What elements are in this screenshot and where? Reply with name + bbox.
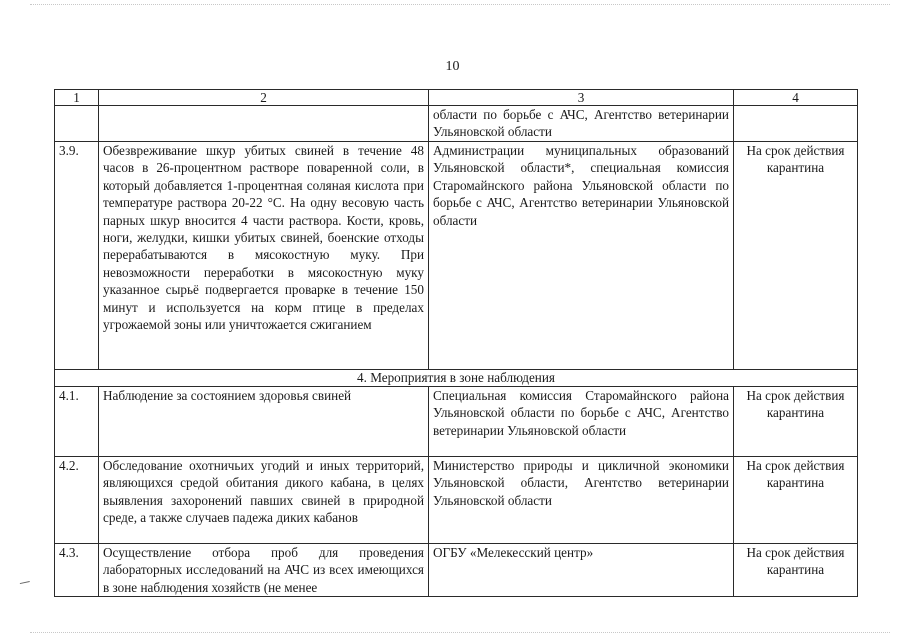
row-responsible: Министерство природы и цикличной экономики Ульяновской области, Агентство ветеринарии Ульяновской области <box>429 457 734 544</box>
table-row <box>55 142 858 370</box>
column-header-4: 4 <box>734 90 858 106</box>
table-header-row <box>55 90 858 106</box>
measures-table <box>54 89 858 597</box>
row-responsible: области по борьбе с АЧС, Агентство ветеринарии Ульяновской области <box>429 106 734 142</box>
column-header-2: 2 <box>99 90 429 106</box>
row-number: 4.3. <box>55 544 99 597</box>
row-term: На срок действия карантина <box>734 387 858 457</box>
section-heading: 4. Мероприятия в зоне наблюдения <box>55 370 858 387</box>
row-measure: Обследование охотничьих угодий и иных территорий, являющихся средой обитания дикого кабана, в целях выявления захоронений павших свиней в природной среде, а также случаев падежа диких кабанов <box>99 457 429 544</box>
scan-mark <box>20 581 30 586</box>
row-term: На срок действия карантина <box>734 142 858 370</box>
table-row <box>55 106 858 142</box>
column-header-1: 1 <box>55 90 99 106</box>
row-responsible: Администрации муниципальных образований Ульяновской области*, специальная комиссия Старомайнского района Ульяновской области по борьбе с АЧС, Агентство ветеринарии Ульяновской области <box>429 142 734 370</box>
table-row <box>55 387 858 457</box>
row-responsible: ОГБУ «Мелекесский центр» <box>429 544 734 597</box>
row-number: 3.9. <box>55 142 99 370</box>
row-measure: Наблюдение за состоянием здоровья свиней <box>99 387 429 457</box>
row-term <box>734 106 858 142</box>
column-header-3: 3 <box>429 90 734 106</box>
table-row <box>55 544 858 597</box>
row-number: 4.1. <box>55 387 99 457</box>
table-row <box>55 457 858 544</box>
row-term: На срок действия карантина <box>734 544 858 597</box>
row-measure: Осуществление отбора проб для проведения лабораторных исследований на АЧС из всех имеющихся в зоне наблюдения хозяйств (не менее <box>99 544 429 597</box>
row-number <box>55 106 99 142</box>
row-term: На срок действия карантина <box>734 457 858 544</box>
section-heading-row <box>55 370 858 387</box>
row-responsible: Специальная комиссия Старомайнского района Ульяновской области по борьбе с АЧС, Агентство ветеринарии Ульяновской области <box>429 387 734 457</box>
row-measure: Обезвреживание шкур убитых свиней в течение 48 часов в 26-процентном растворе поваренной соли, в который добавляется 1-процентная соляная кислота при температуре раствора 20-22 °С. На одну весовую часть парных шкур вносится 4 части раствора. Кости, кровь, ноги, желудки, кишки убитых свиней, боенские отходы перерабатываются в мясокостную муку. При невозможности переработки в мясокостную муку указанное сырьё подвергается проварке в течение 150 минут и используется на корм птице в пределах угрожаемой зоны или уничтожается сжиганием <box>99 142 429 370</box>
row-measure <box>99 106 429 142</box>
scan-artifact-top <box>30 4 890 9</box>
row-number: 4.2. <box>55 457 99 544</box>
scan-artifact-bottom <box>30 632 890 637</box>
page-number: 10 <box>445 59 460 74</box>
